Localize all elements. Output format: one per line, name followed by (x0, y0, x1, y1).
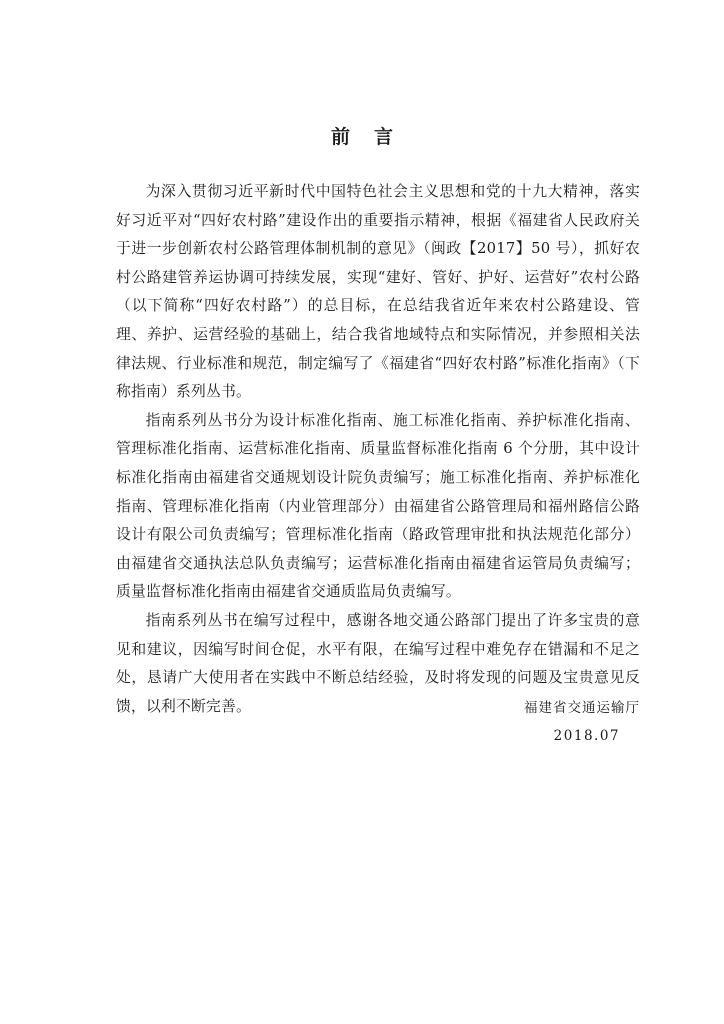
signature-organization: 福建省交通运输厅 (524, 700, 640, 716)
preface-body (116, 178, 640, 721)
page-title: 前言 (330, 126, 417, 148)
paragraph-1: 为深入贯彻习近平新时代中国特色社会主义思想和党的十九大精神，落实好习近平对“四好农村路”建设作出的重要指示精神，根据《福建省人民政府关于进一步创新农村公路管理体制机制的意见》（闽政【2017】50 号），抓好农村公路建管养运协调可持续发展，实现“建好、管好、护好、运营好”农村公路（以下简称“四好农村路”）的总目标，在总结我省近年来农村公路建设、管理、养护、运营经验的基础上，结合我省地域特点和实际情况，并参照相关法律法规、行业标准和规范，制定编写了《福建省“四好农村路”标准化指南》（下称指南）系列丛书。 (116, 183, 640, 401)
paragraph-2: 指南系列丛书分为设计标准化指南、施工标准化指南、养护标准化指南、管理标准化指南、运营标准化指南、质量监督标准化指南 6 个分册，其中设计标准化指南由福建省交通规划设计院负责编写；施工标准化指南、养护标准化指南、管理标准化指南（内业管理部分）由福建省公路管理局和福州路信公路设计有限公司负责编写；管理标准化指南（路政管理审批和执法规范化部分）由福建省交通执法总队负责编写；运营标准化指南由福建省运管局负责编写；质量监督标准化指南由福建省交通质监局负责编写。 (116, 411, 640, 601)
signature-block (524, 694, 640, 750)
signature-date: 2018.07 (553, 728, 620, 744)
paragraph-3: 指南系列丛书在编写过程中，感谢各地交通公路部门提出了许多宝贵的意见和建议，因编写时间仓促，水平有限，在编写过程中难免存在错漏和不足之处，恳请广大使用者在实践中不断总结经验，及时将发现的问题及宝贵意见反馈，以利不断完善。 (116, 611, 640, 715)
